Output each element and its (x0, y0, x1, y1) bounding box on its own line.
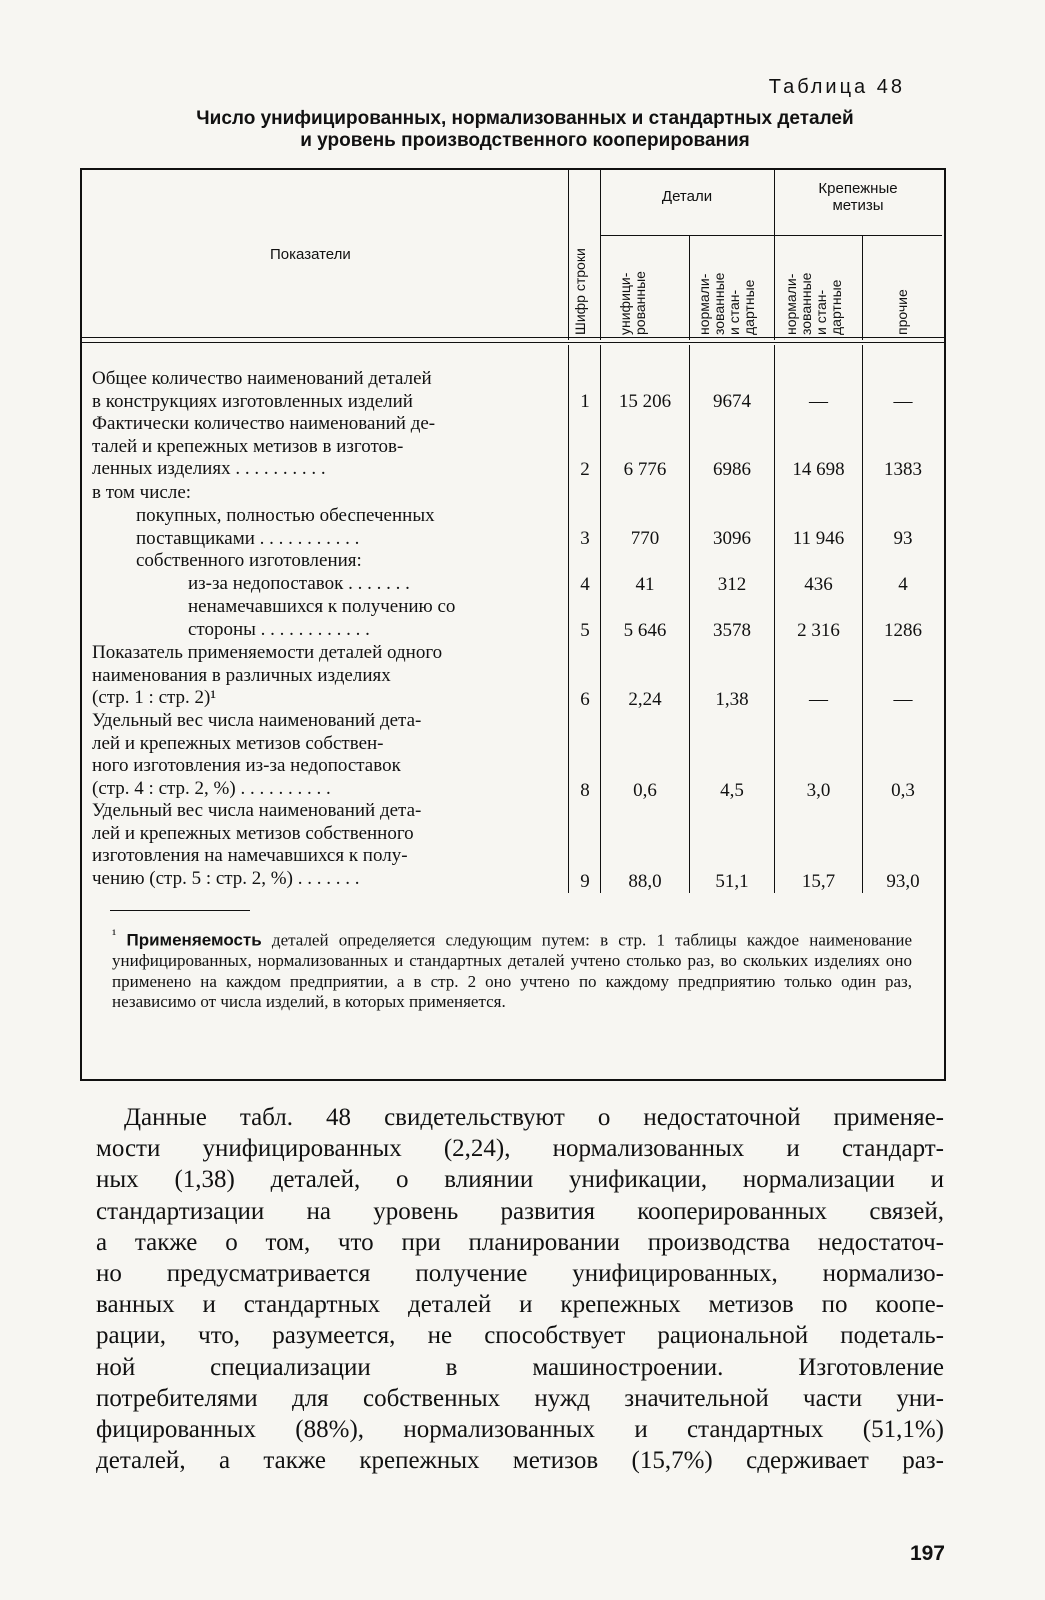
table-number: Таблица 48 (768, 76, 905, 98)
footnote-term: Применяемость (126, 930, 262, 950)
header-divider (80, 337, 944, 343)
table-title (110, 108, 940, 152)
row-10-label: Удельный вес числа наименований дета- лей и крепежных метизов собственного изготовления на намечавшихся к полу- чению (стр. 5 : стр. 2, %) . . . . . . . (92, 800, 422, 889)
body-line: ной специализации в машиностроении. Изготовление (96, 1353, 944, 1381)
row-4-value-4: 93 (893, 528, 913, 549)
header-code: Шифр строки (572, 248, 588, 335)
page-number: 197 (909, 1542, 945, 1565)
row-7-value-1: 5 646 (623, 620, 667, 641)
row-7-value-4: 1286 (884, 620, 922, 641)
body-line: Данные табл. 48 свидетельствуют о недостаточной применяе- (124, 1104, 944, 1131)
row-6-value-2: 312 (717, 574, 747, 595)
row-9-code: 8 (580, 780, 590, 801)
header-subdivider (600, 235, 942, 236)
row-7-code: 5 (580, 620, 590, 641)
row-7-value-2: 3578 (713, 620, 751, 641)
row-7-value-3: 2 316 (797, 620, 840, 641)
row-4-value-3: 11 946 (792, 528, 845, 549)
row-2-value-1: 6 776 (623, 459, 667, 480)
col-line-code-left (568, 168, 569, 340)
body-line-4 (774, 345, 775, 893)
row-1-value-1: 15 206 (618, 391, 672, 412)
body-line: мости унифицированных (2,24), нормализованных и стандарт- (96, 1135, 944, 1163)
body-line: ванных и стандартных деталей и крепежных метизов по коопе- (96, 1291, 944, 1319)
row-9-value-2: 4,5 (720, 780, 744, 801)
table-title-line-2: и уровень производственного кооперирования (300, 130, 750, 151)
col-line-unified (689, 236, 690, 340)
body-line-5 (862, 345, 863, 893)
row-4-value-1: 770 (630, 528, 660, 549)
row-6-value-4: 4 (898, 574, 908, 595)
table-title-line-1: Число унифицированных, нормализованных и стандартных деталей (196, 108, 854, 129)
row-1-value-2: 9674 (713, 391, 751, 412)
row-1-value-3: — (809, 391, 828, 412)
row-10-value-1: 88,0 (628, 871, 662, 892)
row-5-label: собственного изготовления: (136, 550, 362, 571)
row-1-code: 1 (580, 391, 590, 412)
table-bottom-border (80, 1079, 944, 1081)
footnote-rule (110, 910, 250, 911)
row-8-label: Показатель применяемости деталей одного наименования в различных изделиях (стр. 1 : стр. 2)¹ (92, 642, 443, 709)
header-fasteners: Крепежные метизы (818, 180, 898, 214)
body-line: ных (1,38) деталей, о влиянии унификации, нормализации и (96, 1166, 944, 1194)
row-10-value-4: 93,0 (886, 871, 920, 892)
footnote (112, 925, 912, 1013)
footnote-text: деталей определяется следующим путем: в стр. 1 таблицы каждое наименование унифицированных, нормализованных и стандартных деталей учтено столько раз, во скольких изделиях оно применено на каждом предприятии, а в стр. 2 оно учтено по каждому предприятию только один раз, независимо от числа изделий, в которых применяется. (112, 930, 913, 1012)
row-9-label: Удельный вес числа наименований дета- лей и крепежных метизов собствен- ного изготовления из-за недопоставок (стр. 4 : стр. 2, %) . . . . . . . . . . (92, 710, 422, 799)
row-2-label: Фактически количество наименований де- талей и крепежных метизов в изготов- ленных изделиях . . . . . . . . . . (92, 413, 436, 480)
row-10-value-3: 15,7 (801, 871, 836, 892)
row-4-label: покупных, полностью обеспеченных поставщиками . . . . . . . . . . . (136, 505, 435, 549)
row-2-value-3: 14 698 (792, 459, 845, 480)
row-8-code: 6 (580, 689, 590, 710)
body-line-3 (689, 345, 690, 893)
col-line-fasteners (862, 236, 863, 340)
row-4-value-2: 3096 (713, 528, 751, 549)
body-line: фицированных (88%), нормализованных и стандартных (51,1%) (96, 1416, 944, 1444)
row-8-value-2: 1,38 (715, 689, 749, 710)
row-2-value-2: 6986 (713, 459, 751, 480)
row-2-value-4: 1383 (884, 459, 922, 480)
body-paragraph (96, 1102, 944, 1476)
row-4-code: 3 (580, 528, 590, 549)
body-line: рации, что, разумеется, не способствует рациональной подеталь- (96, 1322, 944, 1350)
header-fasteners-normalized: нормали- зованные и стан- дартные (783, 272, 844, 335)
row-6-code: 4 (580, 574, 590, 595)
row-2-code: 2 (580, 459, 590, 480)
row-6-value-1: 41 (635, 574, 655, 595)
body-line: деталей, а также крепежных метизов (15,7%) сдерживает раз- (96, 1447, 944, 1475)
row-6-label: из-за недопоставок . . . . . . . (188, 573, 410, 594)
row-10-code: 9 (580, 871, 590, 892)
header-details: Детали (661, 188, 713, 205)
header-other: прочие (894, 289, 910, 335)
body-line-1 (568, 345, 569, 893)
header-normalized: нормали- зованные и стан- дартные (696, 272, 757, 335)
row-1-label: Общее количество наименований деталей в конструкциях изготовленных изделий (92, 368, 432, 412)
row-3-label: в том числе: (92, 482, 192, 503)
body-line: а также о том, что при планировании производства недостаточ- (96, 1228, 944, 1256)
row-9-value-1: 0,6 (633, 780, 657, 801)
header-indicators: Показатели (270, 246, 351, 263)
row-10-value-2: 51,1 (715, 871, 749, 892)
body-line: но предусматривается получение унифицированных, нормализо- (96, 1260, 944, 1288)
row-1-value-4: — (893, 391, 913, 412)
row-8-value-3: — (809, 689, 828, 710)
body-line: стандартизации на уровень развития кооперированных связей, (96, 1197, 944, 1225)
row-9-value-4: 0,3 (891, 780, 915, 801)
body-line: потребителями для собственных нужд значительной части уни- (96, 1384, 944, 1412)
row-7-label: ненамечавшихся к получению со стороны . . . . . . . . . . . . (188, 596, 456, 640)
header-unified: унифици- рованные (617, 271, 648, 335)
row-9-value-3: 3,0 (806, 780, 831, 801)
body-line-2 (600, 345, 601, 893)
row-8-value-4: — (893, 689, 913, 710)
footnote-mark: ¹ (112, 927, 117, 943)
row-8-value-1: 2,24 (628, 689, 662, 710)
row-6-value-3: 436 (804, 574, 833, 595)
